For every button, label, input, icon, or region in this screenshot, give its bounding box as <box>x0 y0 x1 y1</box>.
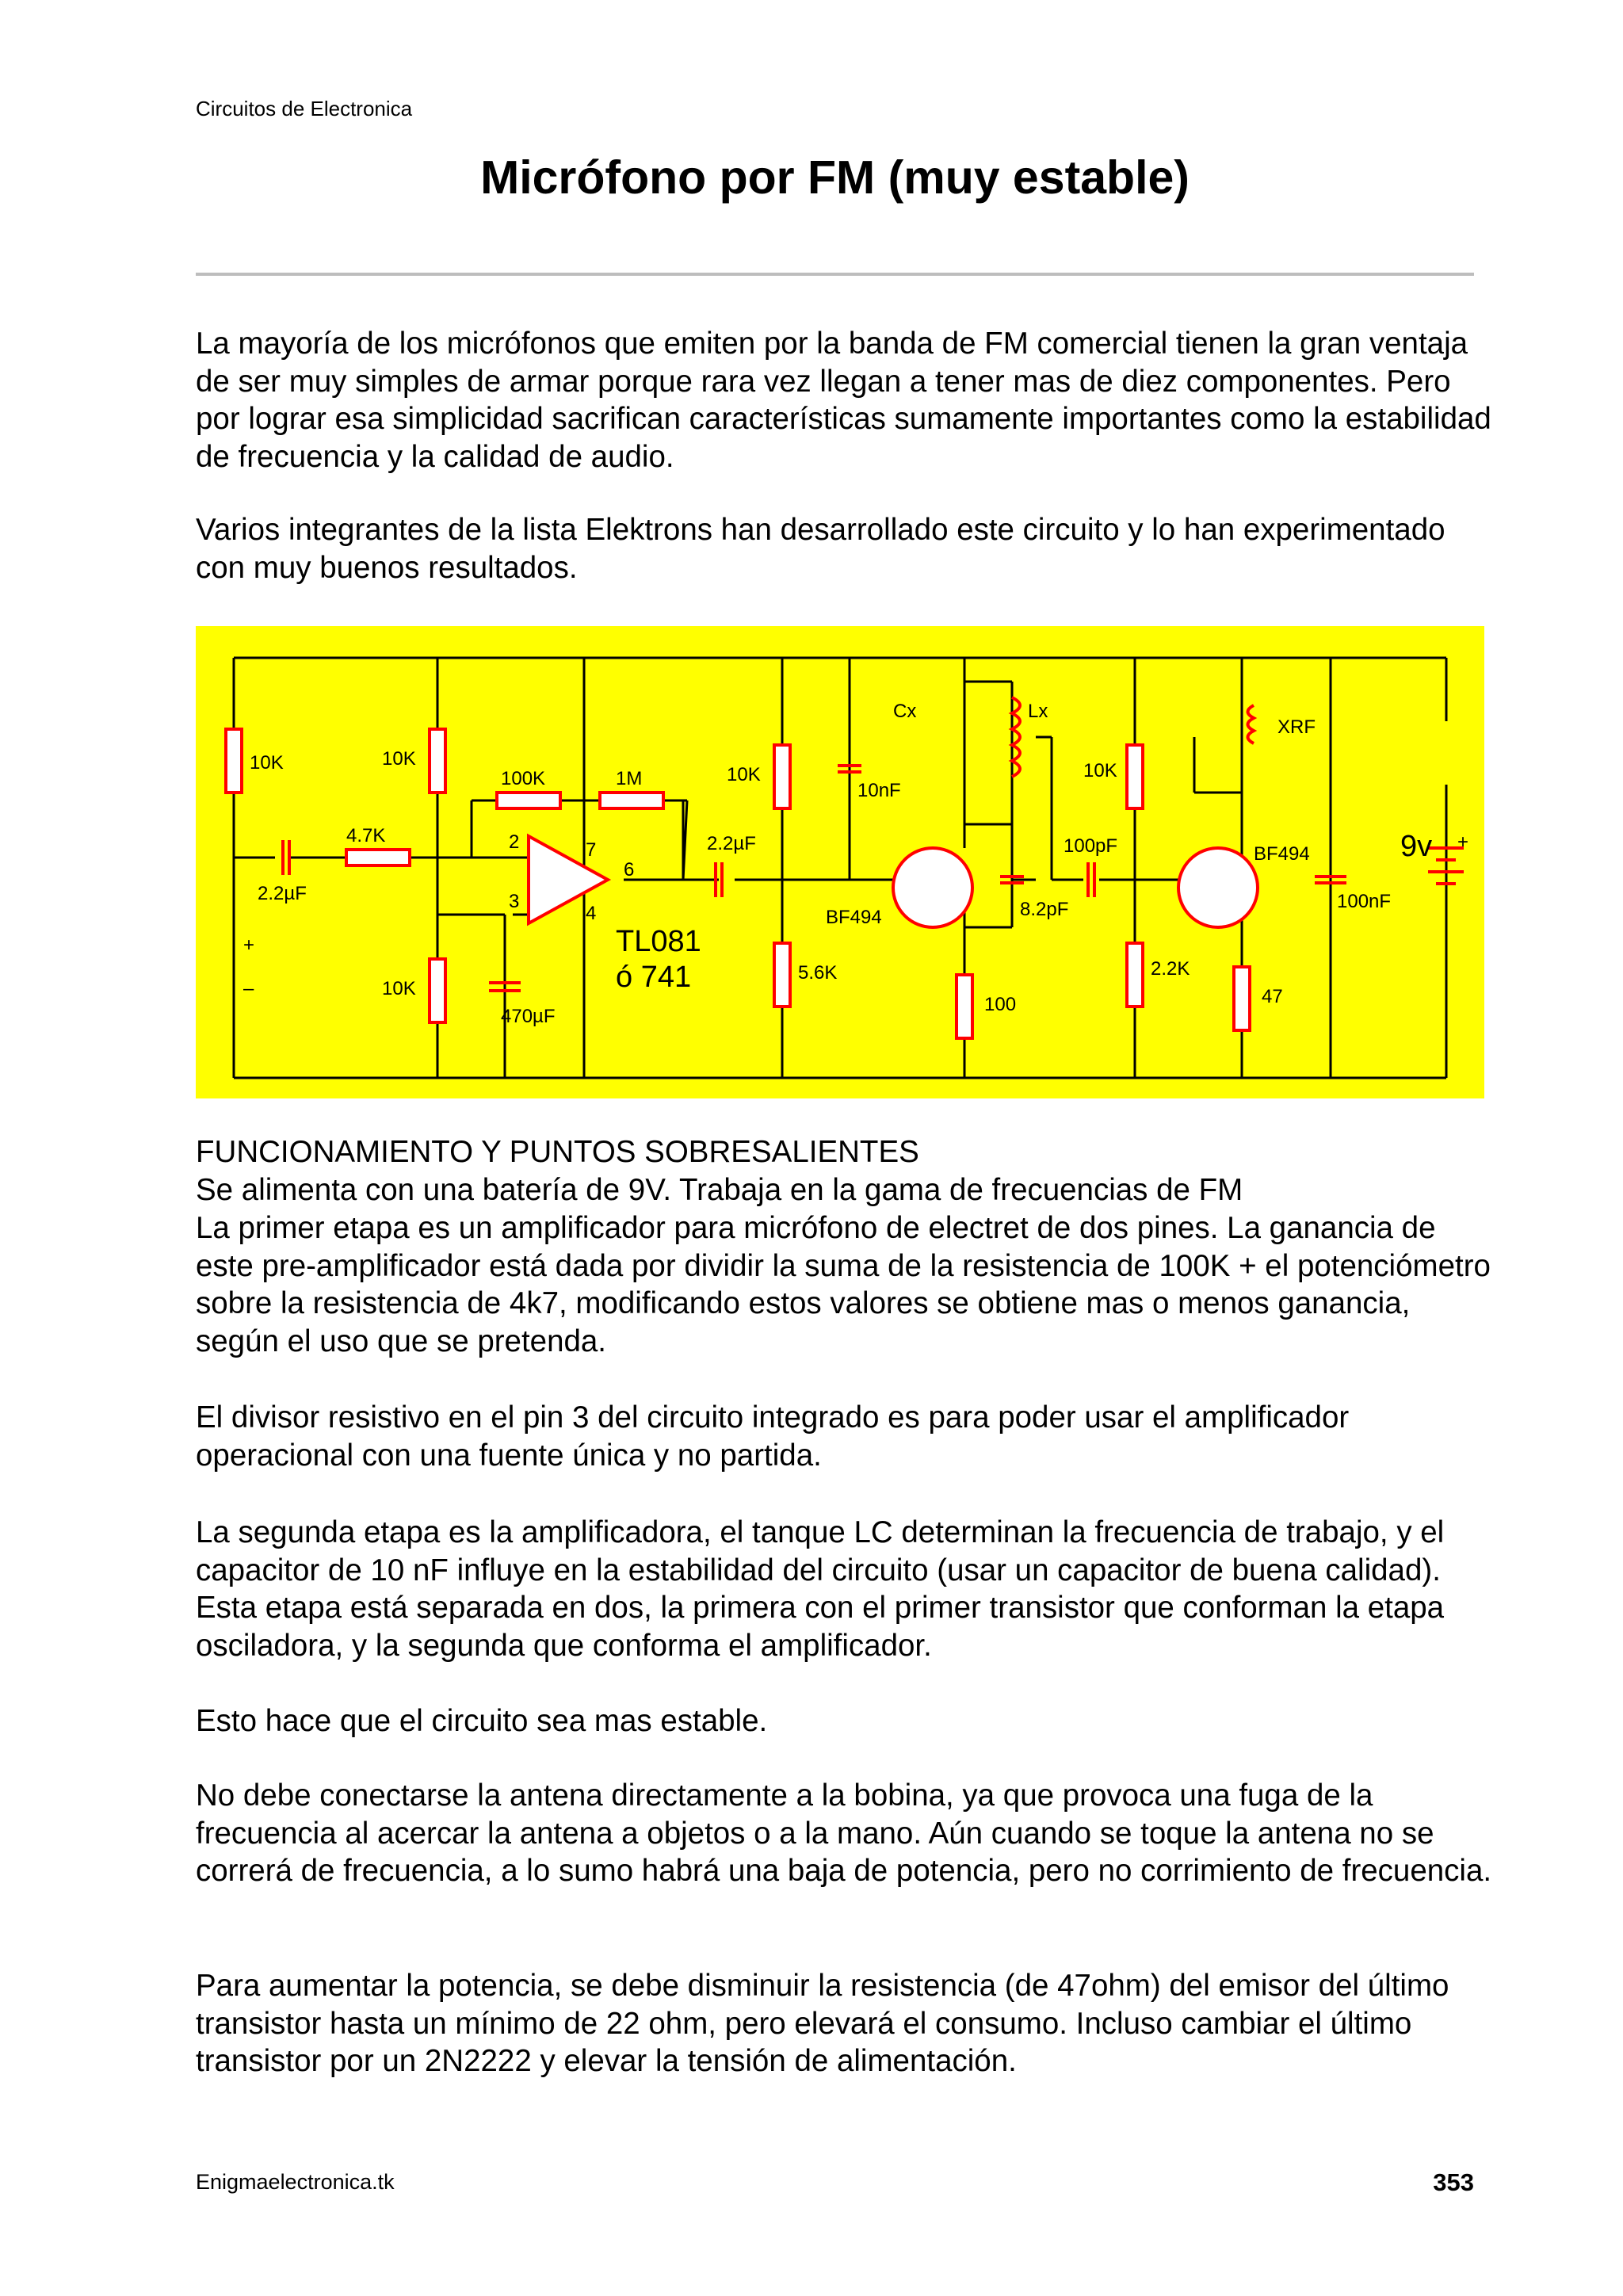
intro-paragraph-2: Varios integrantes de la lista Elektrons han desarrollado este circuito y lo han experimentado con muy buenos resultados. <box>196 513 1445 585</box>
label-r4: 4.7K <box>346 825 386 846</box>
running-header: Circuitos de Electronica <box>196 97 413 120</box>
label-r9: 2.2K <box>1151 958 1190 980</box>
label-c4: 10nF <box>857 780 901 801</box>
label-r6: 10K <box>727 764 761 785</box>
section-heading: FUNCIONAMIENTO Y PUNTOS SOBRESALIENTES <box>196 1135 919 1169</box>
body-paragraph-3: La segunda etapa es la amplificadora, el tanque LC determinan la frecuencia de trabajo, y el capacitor de 10 nF influye en la estabilidad del circuito (usar un capacitor de buena calidad). Esta etapa está separada en dos, la primera con el primer transistor que conforman la etapa osciladora, y la segunda que conforma el amplificador. <box>196 1515 1445 1663</box>
label-c7: 100nF <box>1337 891 1392 912</box>
label-r2: 10K <box>382 748 416 770</box>
body-paragraph-1: La primer etapa es un amplificador para micrófono de electret de dos pines. La ganancia de este pre-amplificador está dada por dividir la suma de la resistencia de 100K + el potenciómetro sobre la resistencia de 4k7, modificando estos valores se obtiene mas o menos ganancia, según el uso que se pretenda. <box>196 1211 1491 1358</box>
label-c3: 2.2µF <box>707 833 756 854</box>
label-cx: Cx <box>893 701 917 722</box>
label-mic-plus: + <box>243 934 255 956</box>
label-pin2: 2 <box>509 831 520 853</box>
label-r11: 47 <box>1262 986 1283 1007</box>
label-pot: 1M <box>616 768 643 789</box>
label-q2: BF494 <box>1254 843 1310 865</box>
label-r5: 100K <box>501 768 546 789</box>
label-r3: 10K <box>382 978 416 999</box>
label-r10: 100 <box>984 994 1017 1015</box>
label-pin4: 4 <box>586 903 597 924</box>
label-xrf: XRF <box>1277 716 1316 738</box>
label-mic-minus: – <box>243 978 254 999</box>
label-r7: 5.6K <box>798 962 838 984</box>
label-ic-line2: ó 741 <box>616 961 692 994</box>
footer-source: Enigmaelectronica.tk <box>196 2170 395 2194</box>
label-battery: 9v <box>1400 830 1433 863</box>
body-paragraph-1-line-1: Se alimenta con una batería de 9V. Trabaja en la gama de frecuencias de FM <box>196 1173 1243 1207</box>
label-c1: 2.2µF <box>258 883 307 904</box>
body-paragraph-5: No debe conectarse la antena directamente a la bobina, ya que provoca una fuga de la frecuencia al acercar la antena a objetos o a la mano. Aún cuando se toque la antena no se correrá de frecuencia, a lo sumo habrá una baja de potencia, pero no corrimiento de frecuencia. <box>196 1778 1492 1888</box>
label-c2: 470µF <box>501 1006 556 1027</box>
label-r8: 10K <box>1083 760 1117 781</box>
page-title: Micrófono por FM (muy estable) <box>480 151 1190 204</box>
body-paragraph-6: Para aumentar la potencia, se debe disminuir la resistencia (de 47ohm) del emisor del último transistor hasta un mínimo de 22 ohm, pero elevará el consumo. Incluso cambiar el último transistor por un 2N2222 y elevar la tensión de alimentación. <box>196 1969 1449 2078</box>
circuit-schematic <box>196 626 1484 1098</box>
label-q1: BF494 <box>826 907 882 928</box>
label-lx: Lx <box>1028 701 1048 722</box>
label-ic-line1: TL081 <box>616 925 701 958</box>
page-number: 353 <box>1433 2168 1474 2196</box>
label-pin3: 3 <box>509 891 520 912</box>
label-battery-plus: + <box>1457 831 1469 853</box>
label-pin7: 7 <box>586 839 597 861</box>
label-r1: 10K <box>250 752 284 774</box>
label-pin6: 6 <box>624 859 635 881</box>
label-c5: 8.2pF <box>1020 899 1069 920</box>
body-paragraph-4: Esto hace que el circuito sea mas estable. <box>196 1704 768 1738</box>
intro-paragraph-1: La mayoría de los micrófonos que emiten por la banda de FM comercial tienen la gran ventaja de ser muy simples de armar porque rara vez llegan a tener mas de diez componentes. Pero por lograr esa simplicidad sacrifican características sumamente importantes como la estabilidad de frecuencia y la calidad de audio. <box>196 327 1491 474</box>
body-paragraph-2: El divisor resistivo en el pin 3 del circuito integrado es para poder usar el amplificador operacional con una fuente única y no partida. <box>196 1400 1350 1473</box>
title-divider <box>196 273 1474 276</box>
label-c6: 100pF <box>1064 835 1118 857</box>
